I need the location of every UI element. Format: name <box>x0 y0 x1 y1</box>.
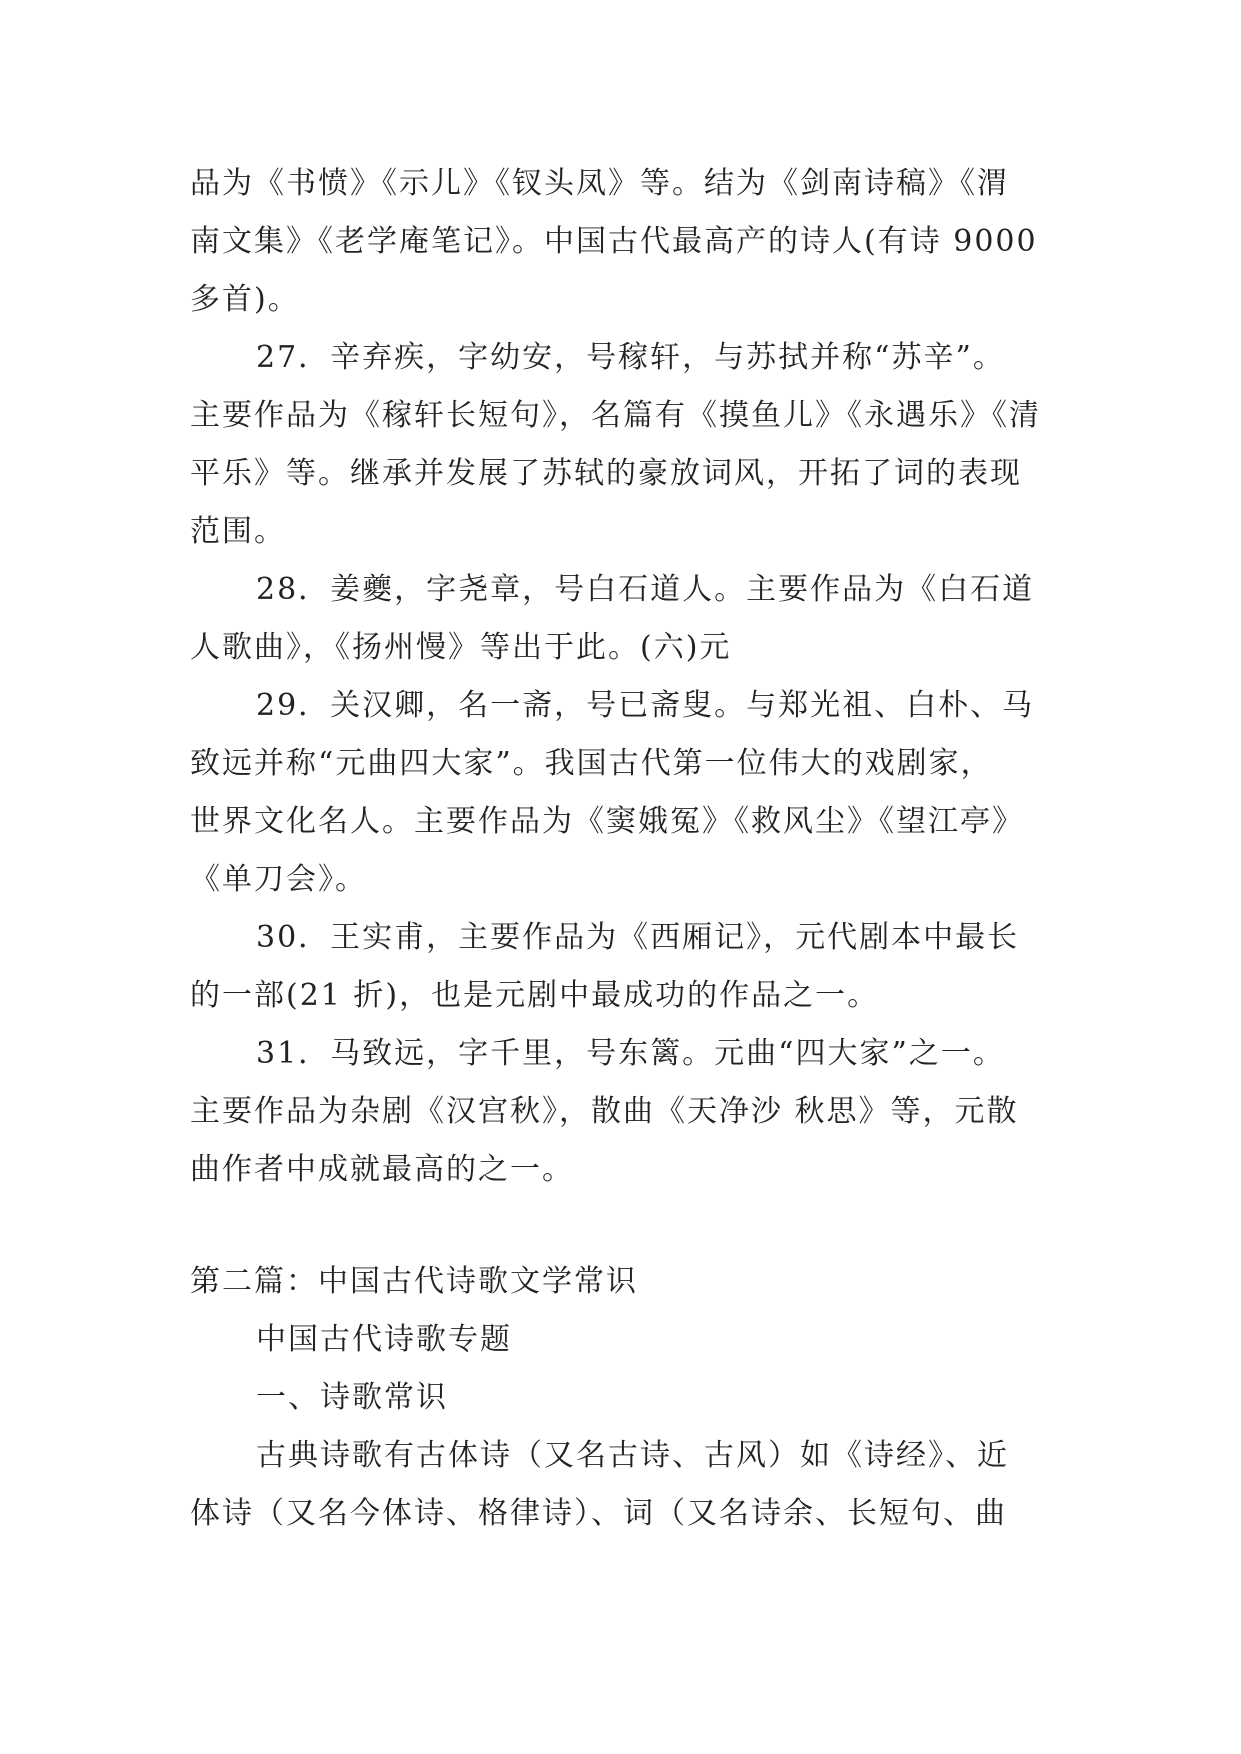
paragraph-start-30: 30．王实甫，主要作品为《西厢记》，元代剧本中最长 <box>256 920 1020 955</box>
paragraph-start-31: 31．马致远，字千里，号东篱。元曲“四大家”之一。 <box>256 1036 1005 1071</box>
paragraph-start-27: 27．辛弃疾，字幼安，号稼轩，与苏拭并称“苏辛”。 <box>256 340 1005 375</box>
paragraph-start-poetry: 古典诗歌有古体诗（又名古诗、古风）如《诗经》、近 <box>256 1438 1009 1473</box>
section-item-heading: 一、诗歌常识 <box>256 1380 448 1415</box>
paragraph-start-28: 28．姜夔，字尧章，号白石道人。主要作品为《白石道 <box>256 572 1035 607</box>
text-line: 世界文化名人。主要作品为《窦娥冤》《救风尘》《望江亭》 <box>190 804 1024 839</box>
text-line: 范围。 <box>190 514 286 549</box>
text-line: 平乐》等。继承并发展了苏轼的豪放词风，开拓了词的表现 <box>190 456 1022 491</box>
text-line: 主要作品为《稼轩长短句》，名篇有《摸鱼儿》《永遇乐》《清 <box>190 398 1041 433</box>
section-heading: 第二篇：中国古代诗歌文学常识 <box>190 1264 638 1299</box>
text-line: 致远并称“元曲四大家”。我国古代第一位伟大的戏剧家， <box>190 746 993 781</box>
text-line: 体诗（又名今体诗、格律诗）、词（又名诗余、长短句、曲 <box>190 1496 1007 1531</box>
subsection-heading: 中国古代诗歌专题 <box>256 1322 512 1357</box>
text-line: 《单刀会》。 <box>190 862 367 897</box>
text-line: 多首)。 <box>190 282 300 317</box>
text-line: 主要作品为杂剧《汉宫秋》，散曲《天净沙 秋思》等，元散 <box>190 1094 1019 1129</box>
text-line: 的一部(21 折)，也是元剧中最成功的作品之一。 <box>190 978 880 1013</box>
text-line: 南文集》《老学庵笔记》。中国古代最高产的诗人(有诗 9000 <box>190 224 1038 259</box>
text-line: 人歌曲》，《扬州慢》等出于此。(六)元 <box>190 630 732 665</box>
text-line: 品为《书愤》《示儿》《钗头凤》等。结为《剑南诗稿》《渭 <box>190 166 1009 201</box>
paragraph-start-29: 29．关汉卿，名一斋，号已斋叟。与郑光祖、白朴、马 <box>256 688 1035 723</box>
text-line: 曲作者中成就最高的之一。 <box>190 1152 574 1187</box>
